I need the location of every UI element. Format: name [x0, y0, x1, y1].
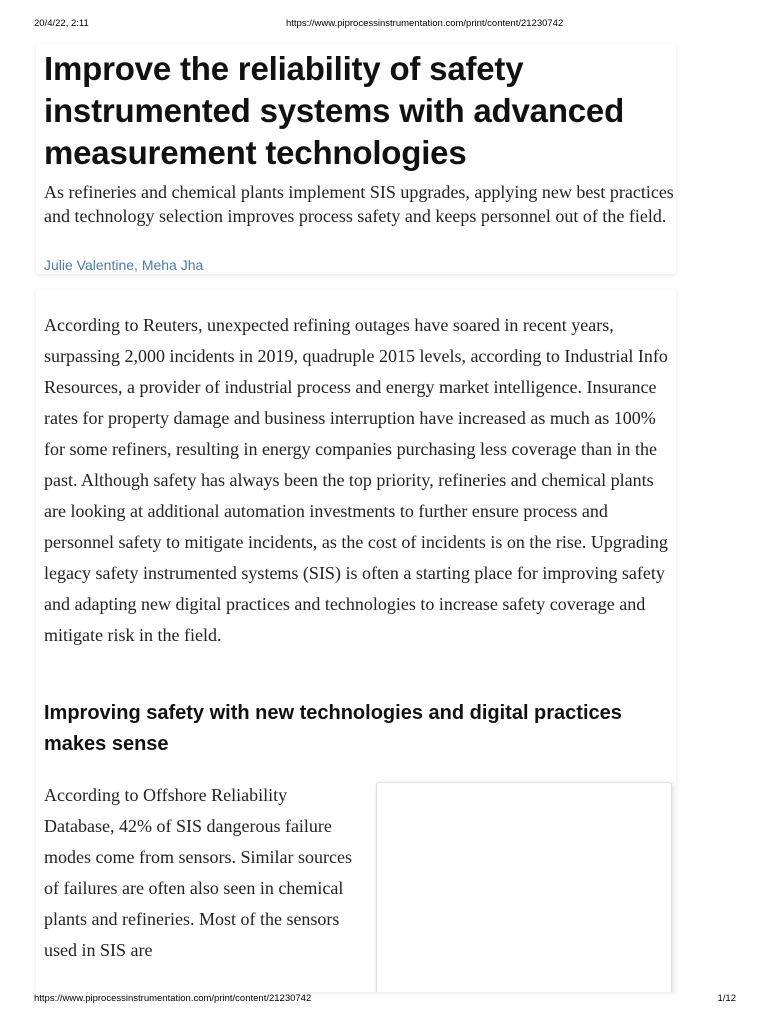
figure-placeholder	[376, 782, 672, 992]
print-header	[0, 0, 768, 29]
article-subtitle: As refineries and chemical plants implement SIS upgrades, applying new best practices and technology selection improves process safety and keeps personnel out of the field.	[44, 182, 674, 226]
print-datetime: 20/4/22, 2:11	[34, 18, 89, 29]
author-separator: ,	[134, 257, 142, 273]
article-paragraph-1: According to Reuters, unexpected refining outages have soared in recent years, surpassing 2,000 incidents in 2019, quadruple 2015 levels, according to Industrial Info Resources, a provider of industrial process and energy market intelligence. Insurance rates for property damage and business interruption have increased as much as 100% for some refiners, resulting in energy companies purchasing less coverage than in the past. Although safety has always been the top priority, refineries and chemical plants are looking at additional automation investments to further ensure process and personnel safety to mitigate incidents, as the cost of incidents is on the rise. Upgrading legacy safety instrumented systems (SIS) is often a starting place for improving safety and adapting new digital practices and technologies to increase safety coverage and mitigate risk in the field.	[44, 315, 668, 645]
footer-url: https://www.piprocessinstrumentation.com/print/content/21230742	[34, 993, 312, 1004]
page-number: 1/12	[717, 993, 736, 1004]
article-paragraph-2: According to Offshore Reliability Database, 42% of SIS dangerous failure modes come from sensors. Similar sources of failures are often also seen in chemical plants and refineries. Most of the sensors used in SIS are	[44, 785, 352, 960]
article-body-card	[36, 290, 676, 992]
author-link-julie-valentine[interactable]: Julie Valentine	[44, 257, 135, 273]
article-title: Improve the reliability of safety instrumented systems with advanced measurement technologies	[44, 50, 625, 171]
section-heading: Improving safety with new technologies and digital practices makes sense	[44, 702, 622, 755]
print-url: https://www.piprocessinstrumentation.com/print/content/21230742	[286, 18, 564, 29]
print-footer	[0, 992, 768, 1014]
author-link-meha-jha[interactable]: Meha Jha	[141, 257, 204, 273]
article-header-card	[36, 44, 676, 274]
article-authors	[44, 257, 203, 273]
